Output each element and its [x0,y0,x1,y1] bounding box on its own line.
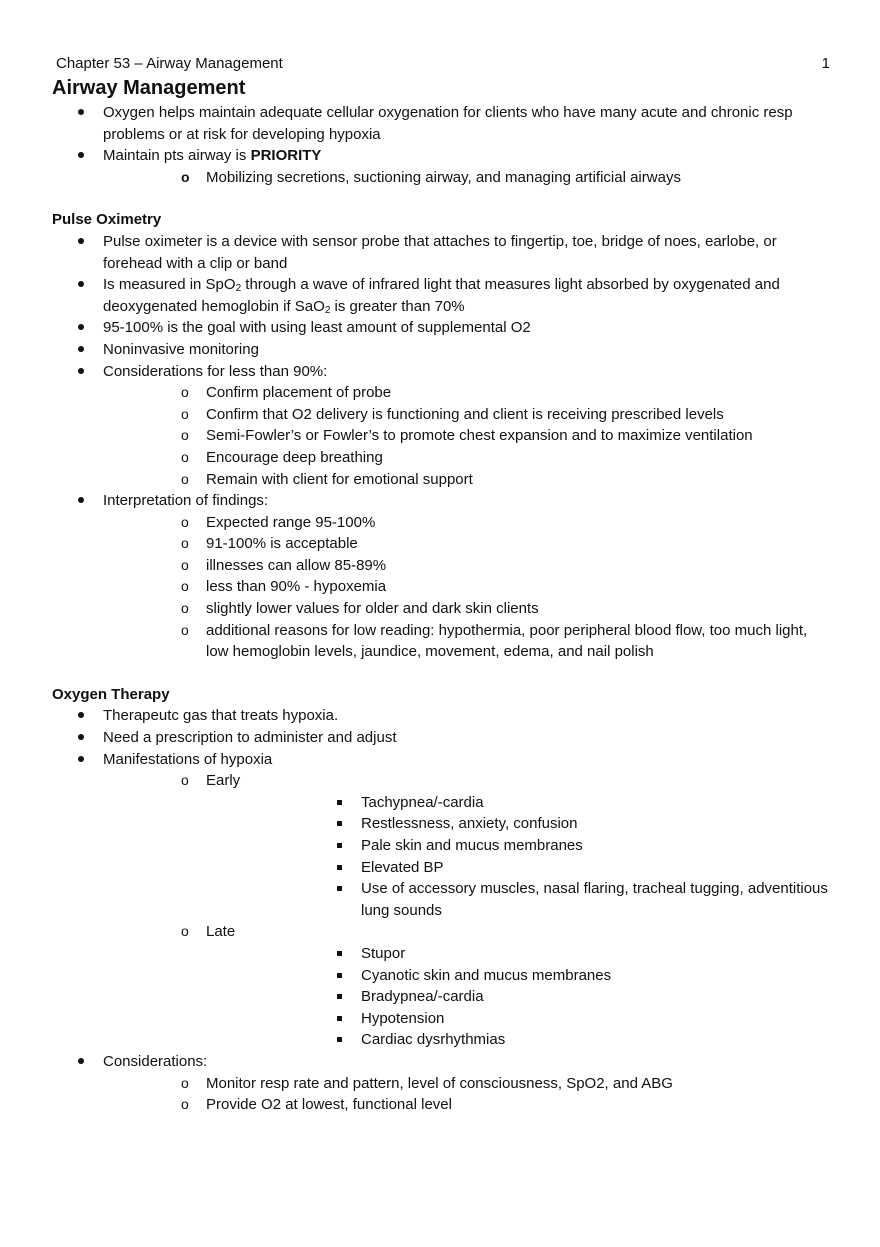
bullet-icon [78,152,84,158]
list-item [52,102,832,145]
chapter-header: Chapter 53 – Airway Management [56,55,283,72]
section-heading-oxygen-therapy: Oxygen Therapy [52,685,170,703]
sub-sub-list [206,943,832,1051]
list-item-text: Maintain pts airway is [103,147,251,165]
list-item [206,986,832,1008]
list-item-text: 95-100% is the goal with using least amount of supplemental O2 [103,319,531,337]
list-item-text: Considerations for less than 90%: [103,362,328,380]
list-item [103,620,832,663]
list-item [52,145,832,188]
circle-bullet-icon: o [181,448,189,465]
square-bullet-icon [337,865,342,870]
list-item [103,167,832,189]
circle-bullet-icon: o [181,168,190,185]
bullet-icon [78,756,84,762]
list-item [52,1051,832,1116]
bullet-icon [78,109,84,115]
list-item-text: Confirm placement of probe [206,384,392,402]
list-item-text: through a wave of infrared light that measures light absorbed by oxygenated and deoxygenated hemoglobin if SaO [103,276,780,315]
list-item-text: Monitor resp rate and pattern, level of consciousness, SpO2, and ABG [206,1074,673,1092]
bullet-icon [78,712,84,718]
list-item [206,835,832,857]
list-item-text: Early [206,772,241,790]
subscript: 2 [324,304,331,316]
list-item-text: Therapeutc gas that treats hypoxia. [103,707,339,725]
list-item-text: Considerations: [103,1052,208,1070]
list-item-text: Noninvasive monitoring [103,340,259,358]
square-bullet-icon [337,800,342,805]
circle-bullet-icon: o [181,923,189,940]
page-number: 1 [821,55,830,72]
list-item [103,576,832,598]
bullet-icon [78,1058,84,1064]
list-item [52,231,832,274]
intro-list [52,102,832,188]
list-item [103,425,832,447]
list-item [206,857,832,879]
sub-list [103,770,832,1051]
running-header [56,54,830,74]
square-bullet-icon [337,973,342,978]
sub-list [103,1073,832,1116]
circle-bullet-icon: o [181,578,189,595]
pulse-oximetry-list [52,231,832,663]
bullet-icon [78,324,84,330]
list-item-text: Need a prescription to administer and adjust [103,729,397,747]
circle-bullet-icon: o [181,772,189,789]
list-item-text: Late [206,923,236,941]
list-item [52,705,832,727]
paragraph-gap [52,663,832,684]
list-item [52,727,832,749]
circle-bullet-icon: o [181,405,189,422]
list-item [103,447,832,469]
list-item [103,1073,832,1095]
priority-emphasis: PRIORITY [250,147,322,165]
list-item [103,1094,832,1116]
list-item-text: Elevated BP [361,858,444,876]
square-bullet-icon [337,994,342,999]
circle-bullet-icon: o [181,535,189,552]
list-item [52,361,832,491]
document-title: Airway Management [52,77,246,99]
bullet-icon [78,281,84,287]
list-item [206,1029,832,1051]
list-item [206,878,832,921]
list-item [103,404,832,426]
square-bullet-icon [337,886,342,891]
list-item-text: Pale skin and mucus membranes [361,837,583,854]
section-heading-pulse-oximetry: Pulse Oximetry [52,211,162,229]
bullet-icon [78,497,84,503]
circle-bullet-icon: o [181,384,189,401]
list-item-text: Encourage deep breathing [206,448,383,466]
list-item-text: is greater than 70% [330,297,465,315]
list-item-text: Confirm that O2 delivery is functioning and client is receiving prescribed levels [206,405,724,423]
list-item-text: Manifestations of hypoxia [103,750,273,768]
list-item [206,1008,832,1030]
list-item [206,792,832,814]
sub-list [103,512,832,663]
circle-bullet-icon: o [181,556,189,573]
square-bullet-icon [337,1037,342,1042]
circle-bullet-icon: o [181,513,189,530]
document-body [52,75,832,1116]
list-item [52,274,832,317]
list-item-text: Cyanotic skin and mucus membranes [361,966,612,984]
list-item [52,490,832,663]
circle-bullet-icon: o [181,427,189,444]
square-bullet-icon [337,821,342,826]
sub-list [103,167,832,189]
list-item-text: Semi-Fowler’s or Fowler’s to promote chest expansion and to maximize ventilation [206,427,753,445]
list-item-text: Oxygen helps maintain adequate cellular oxygenation for clients who have many acute and chronic resp problems or at risk for developing hypoxia [103,104,793,143]
list-item [103,469,832,491]
list-item-text: Tachypnea/-cardia [361,793,484,811]
circle-bullet-icon: o [181,621,189,638]
circle-bullet-icon: o [181,470,189,487]
square-bullet-icon [337,951,342,956]
list-item-text: Expected range 95-100% [206,513,376,531]
square-bullet-icon [337,1016,342,1021]
list-item [103,512,832,534]
bullet-icon [78,734,84,740]
list-item [103,598,832,620]
list-item-text: Interpretation of findings: [103,492,269,510]
list-item [103,770,832,921]
circle-bullet-icon: o [181,600,189,617]
list-item-text: 91-100% is acceptable [206,535,358,553]
list-item [206,943,832,965]
list-item-text: Pulse oximeter is a device with sensor probe that attaches to fingertip, toe, bridge of noes, earlobe, or forehead with a clip or band [103,232,777,272]
list-item-text: Is measured in SpO [103,276,236,294]
list-item [103,921,832,1051]
sub-list [103,382,832,490]
list-item [103,555,832,577]
list-item-text: additional reasons for low reading: hypothermia, poor peripheral blood flow, too much light, low hemoglobin levels, jaundice, movement, edema, and nail polish [206,621,808,661]
list-item-text: slightly lower values for older and dark skin clients [206,600,539,618]
list-item [103,382,832,404]
list-item-text: less than 90% - hypoxemia [206,578,387,596]
oxygen-therapy-list [52,705,832,1115]
list-item-text: Hypotension [361,1009,445,1027]
sub-sub-list [206,792,832,922]
list-item-text: Bradypnea/-cardia [361,988,484,1006]
list-item-text: Stupor [361,944,406,962]
list-item [206,965,832,987]
bullet-icon [78,238,84,244]
list-item-text: Provide O2 at lowest, functional level [206,1096,452,1114]
list-item-text: illnesses can allow 85-89% [206,556,387,574]
subscript: 2 [235,283,242,295]
circle-bullet-icon: o [181,1074,189,1091]
bullet-icon [78,346,84,352]
list-item [103,533,832,555]
list-item [52,749,832,1051]
list-item-text: Mobilizing secretions, suctioning airway, and managing artificial airways [206,168,681,186]
paragraph-gap [52,188,832,209]
list-item [52,339,832,361]
bullet-icon [78,368,84,374]
list-item-text: Cardiac dysrhythmias [361,1031,506,1049]
circle-bullet-icon: o [181,1096,189,1113]
list-item [52,317,832,339]
list-item-text: Remain with client for emotional support [206,470,473,488]
list-item [206,813,832,835]
list-item-text: Restlessness, anxiety, confusion [361,815,578,833]
list-item-text: Use of accessory muscles, nasal flaring, tracheal tugging, adventitious lung sounds [361,880,828,919]
square-bullet-icon [337,843,342,848]
